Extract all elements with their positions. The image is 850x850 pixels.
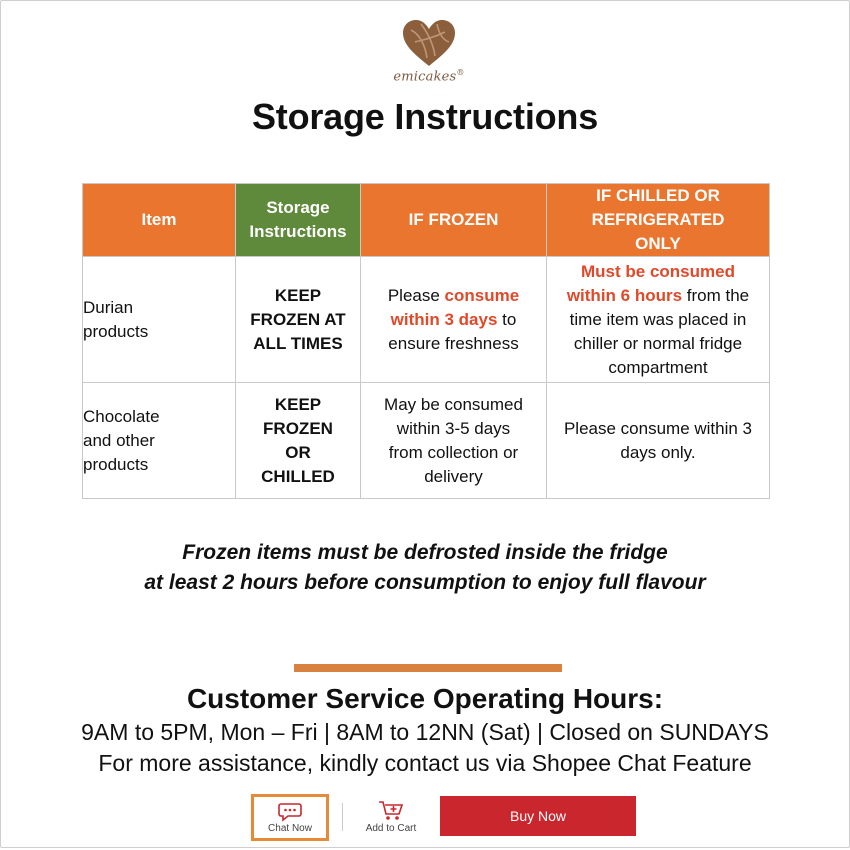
defrost-note — [0, 538, 850, 598]
storage-instruction: KEEP FROZEN AT ALL TIMES — [250, 285, 346, 353]
section-divider — [294, 664, 562, 672]
contact-note: For more assistance, kindly contact us via Shopee Chat Feature — [98, 750, 752, 776]
cell-item — [83, 257, 236, 383]
heart-icon — [399, 18, 459, 70]
item-name: Chocolate and other products — [83, 406, 160, 474]
chat-now-button[interactable] — [251, 794, 329, 841]
frozen-highlight: consume within 3 days — [390, 285, 520, 329]
cell-item — [83, 383, 236, 499]
brand-name: emicakes — [393, 69, 457, 85]
defrost-note-line1: Frozen items must be defrosted inside the fridge — [182, 541, 668, 564]
add-to-cart-button[interactable] — [358, 796, 424, 840]
header-storage: Storage Instructions — [236, 184, 361, 257]
chilled-highlight: Must be consumed within 6 hours — [566, 261, 735, 305]
frozen-text: May be consumed within 3-5 days from collection or delivery — [384, 394, 523, 486]
chilled-text: Please consume within 3 days only. — [563, 418, 753, 462]
item-name: Durian products — [83, 297, 149, 341]
table-row — [83, 257, 770, 383]
page-title: Storage Instructions — [251, 96, 599, 137]
cell-frozen — [361, 257, 547, 383]
storage-table — [82, 183, 770, 499]
cart-plus-icon — [378, 800, 404, 822]
action-separator — [342, 803, 343, 831]
table-header-row — [83, 184, 770, 257]
cell-chilled — [547, 257, 770, 383]
operating-hours: 9AM to 5PM, Mon – Fri | 8AM to 12NN (Sat) | Closed on SUNDAYS — [81, 719, 769, 745]
cell-storage — [236, 257, 361, 383]
storage-instruction: KEEP FROZEN OR CHILLED — [261, 394, 335, 486]
defrost-note-line2: at least 2 hours before consumption to enjoy full flavour — [144, 571, 706, 594]
add-to-cart-label: Add to Cart — [365, 823, 417, 834]
cell-storage — [236, 383, 361, 499]
chilled-text: from the time item was placed in chiller or normal fridge compartment — [569, 285, 750, 377]
chat-bubble-icon — [278, 802, 302, 822]
brand-wordmark — [384, 68, 474, 84]
buy-now-button[interactable]: Buy Now — [440, 796, 636, 836]
table-row — [83, 383, 770, 499]
header-chilled: IF CHILLED OR REFRIGERATED ONLY — [547, 184, 770, 257]
frozen-text: Please — [387, 285, 445, 305]
cell-chilled — [547, 383, 770, 499]
chat-now-label: Chat Now — [268, 823, 312, 834]
header-item: Item — [83, 184, 236, 257]
brand-logo — [384, 18, 474, 90]
trademark: ® — [456, 68, 465, 77]
frozen-text-end: to ensure freshness — [388, 309, 519, 353]
customer-service-title: Customer Service Operating Hours: — [186, 683, 664, 714]
cell-frozen — [361, 383, 547, 499]
header-frozen: IF FROZEN — [361, 184, 547, 257]
